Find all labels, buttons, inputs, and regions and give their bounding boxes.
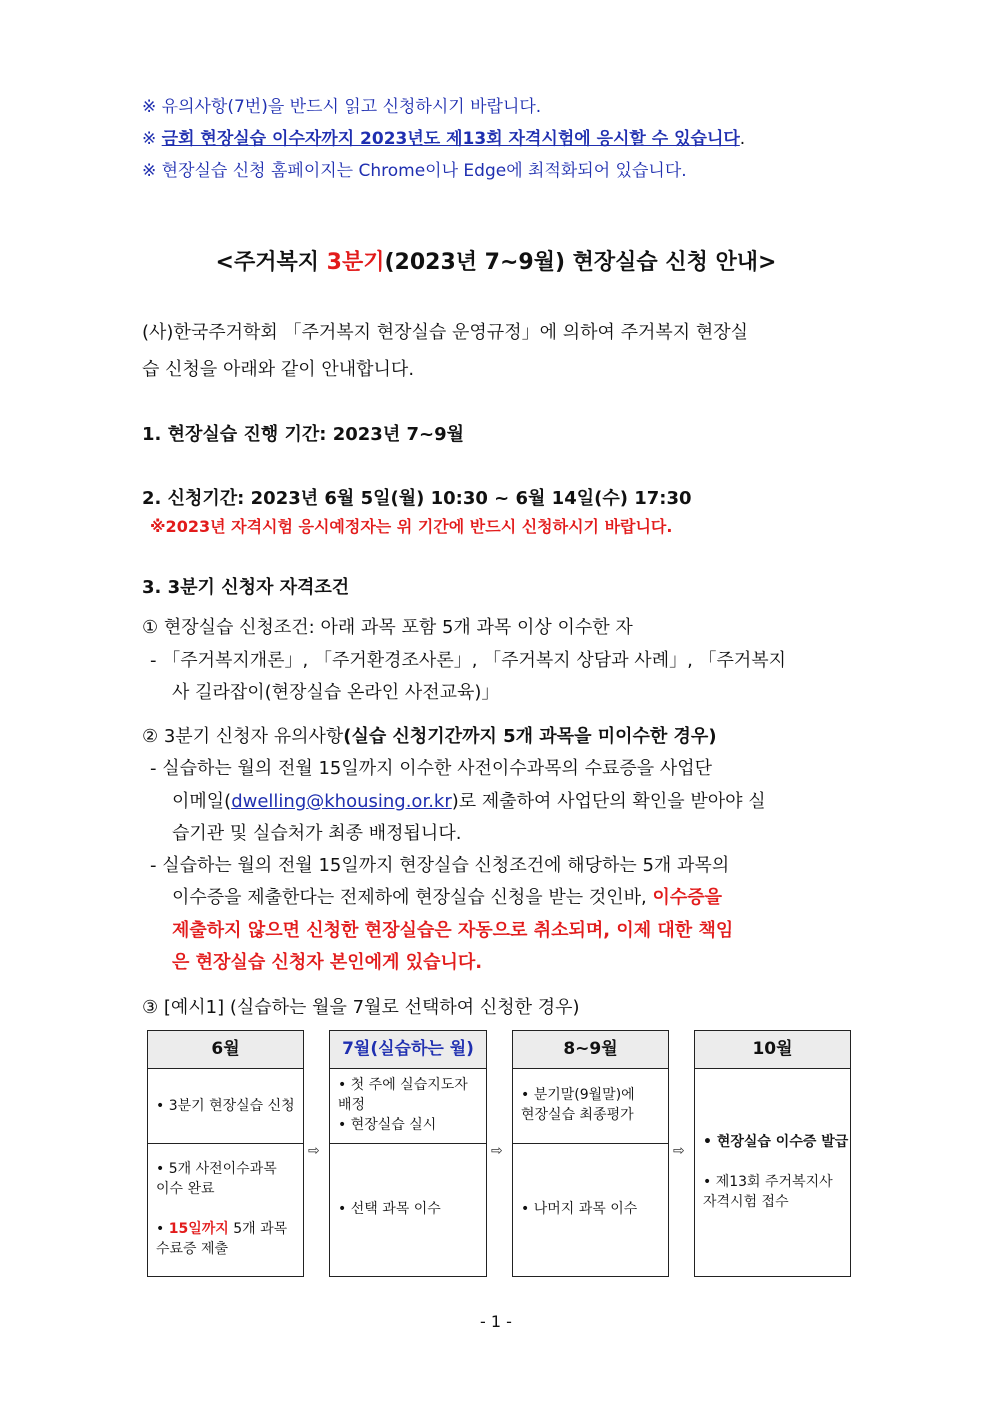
intro-line-2: 습 신청을 아래와 같이 안내합니다.	[142, 359, 415, 380]
timeline-augsep-bottom: • 나머지 과목 이수	[521, 1201, 638, 1217]
intro-line-1: (사)한국주거학회 「주거복지 현장실습 운영규정」에 의하여 주거복지 현장실	[142, 322, 749, 343]
timeline-head-july: 7월(실습하는 월)	[330, 1031, 486, 1069]
arrow-right-icon: ⇨	[491, 1143, 503, 1159]
arrow-right-icon: ⇨	[673, 1143, 685, 1159]
deadline-highlight: 15일까지	[168, 1221, 229, 1237]
timeline-box-october	[694, 1030, 851, 1277]
notice-read-caution: ※ 유의사항(7번)을 반드시 읽고 신청하시기 바랍니다.	[142, 97, 542, 117]
timeline-head-june: 6월	[148, 1031, 303, 1069]
timeline-june-bottom-a-2: 이수 완료	[156, 1181, 215, 1197]
timeline-july-top-1: • 첫 주에 실습지도자	[338, 1077, 468, 1093]
item-2-bullet-2-line-4: 은 현장실습 신청자 본인에게 있습니다.	[172, 952, 483, 973]
email-suffix: )로 제출하여 사업단의 확인을 받아야 실	[451, 791, 766, 812]
item-2-bullet-2-line-1: - 실습하는 월의 전월 15일까지 현장실습 신청조건에 해당하는 5개 과목의	[150, 855, 730, 876]
section-1-heading: 1. 현장실습 진행 기간: 2023년 7~9월	[142, 424, 465, 445]
timeline-june-bottom-b-1	[156, 1219, 287, 1239]
notice-mark: ※	[142, 129, 162, 149]
item-2-bullet-1-line-3: 습기관 및 실습처가 최종 배정됩니다.	[172, 823, 462, 844]
timeline-july-bottom: • 선택 과목 이수	[338, 1201, 441, 1217]
item-1-subject-list-cont: 사 길라잡이(현장실습 온라인 사전교육)」	[172, 682, 500, 703]
email-link[interactable]: dwelling@khousing.or.kr	[231, 791, 452, 812]
timeline-augsep-top-1: • 분기말(9월말)에	[521, 1087, 635, 1103]
item-2-bold: (실습 신청기간까지 5개 과목을 미이수한 경우)	[343, 726, 717, 747]
timeline-divider	[148, 1143, 303, 1144]
item-2-line	[142, 722, 717, 748]
section-2-heading: 2. 신청기간: 2023년 6월 5일(월) 10:30 ~ 6월 14일(수) 17:30	[142, 488, 692, 509]
notice-period: .	[739, 129, 746, 149]
title-prefix: <주거복지	[215, 250, 327, 275]
timeline-augsep-top-2: 현장실습 최종평가	[521, 1107, 634, 1123]
timeline-divider	[513, 1143, 668, 1144]
item-2-bullet-2-line-2	[172, 883, 722, 909]
timeline-oct-exam-2: 자격시험 접수	[703, 1194, 789, 1210]
item-2-prefix: ② 3분기 신청자 유의사항	[142, 726, 344, 747]
timeline-june-top: • 3분기 현장실습 신청	[156, 1098, 295, 1114]
timeline-head-aug-sep: 8~9월	[513, 1031, 668, 1069]
page-number: - 1 -	[480, 1312, 512, 1331]
item-2-bullet-2-line-3: 제출하지 않으면 신청한 현장실습은 자동으로 취소되며, 이제 대한 책임	[172, 920, 734, 941]
notice-exam-eligibility-text: 금회 현장실습 이수자까지 2023년도 제13회 자격시험에 응시할 수 있습니다	[161, 129, 740, 149]
timeline-box-july	[329, 1030, 487, 1277]
arrow-right-icon: ⇨	[308, 1143, 320, 1159]
timeline-divider	[330, 1143, 486, 1144]
timeline-box-aug-sep	[512, 1030, 669, 1277]
timeline-box-june	[147, 1030, 304, 1277]
item-2-b2-pre: 이수증을 제출한다는 전제하에 현장실습 신청을 받는 것인바,	[172, 887, 653, 908]
item-3-line: ③ [예시1] (실습하는 월을 7월로 선택하여 신청한 경우)	[142, 997, 580, 1018]
deadline-rest: 5개 과목	[228, 1221, 288, 1237]
timeline-june-bottom-b-2: 수료증 제출	[156, 1241, 229, 1257]
timeline-july-top-3: • 현장실습 실시	[338, 1117, 437, 1133]
title-highlight: 3분기	[326, 250, 385, 275]
page-title	[0, 245, 992, 276]
timeline-july-top-2: 배정	[338, 1097, 366, 1113]
item-2-b2-red: 이수증을	[652, 887, 723, 908]
item-2-bullet-1-line-2	[172, 787, 766, 813]
section-2-note: ※2023년 자격시험 응시예정자는 위 기간에 반드시 신청하시기 바랍니다.	[150, 517, 673, 536]
title-suffix: (2023년 7~9월) 현장실습 신청 안내>	[384, 250, 777, 275]
section-3-heading: 3. 3분기 신청자 자격조건	[142, 577, 350, 598]
email-prefix: 이메일(	[172, 791, 232, 812]
item-1-subject-list: - 「주거복지개론」, 「주거환경조사론」, 「주거복지 상담과 사례」, 「주거복지	[150, 650, 787, 671]
timeline-june-bottom-a-1: • 5개 사전이수과목	[156, 1161, 277, 1177]
item-2-bullet-1-line-1: - 실습하는 월의 전월 15일까지 이수한 사전이수과목의 수료증을 사업단	[150, 758, 713, 779]
timeline-oct-certificate: • 현장실습 이수증 발급	[703, 1134, 849, 1150]
timeline-oct-exam-1: • 제13회 주거복지사	[703, 1174, 833, 1190]
notice-browser: ※ 현장실습 신청 홈페이지는 Chrome이나 Edge에 최적화되어 있습니다.	[142, 161, 687, 181]
timeline-head-october: 10월	[695, 1031, 850, 1069]
item-1-line: ① 현장실습 신청조건: 아래 과목 포함 5개 과목 이상 이수한 자	[142, 617, 633, 638]
bullet: •	[156, 1221, 169, 1237]
notice-exam-eligibility	[142, 124, 745, 149]
